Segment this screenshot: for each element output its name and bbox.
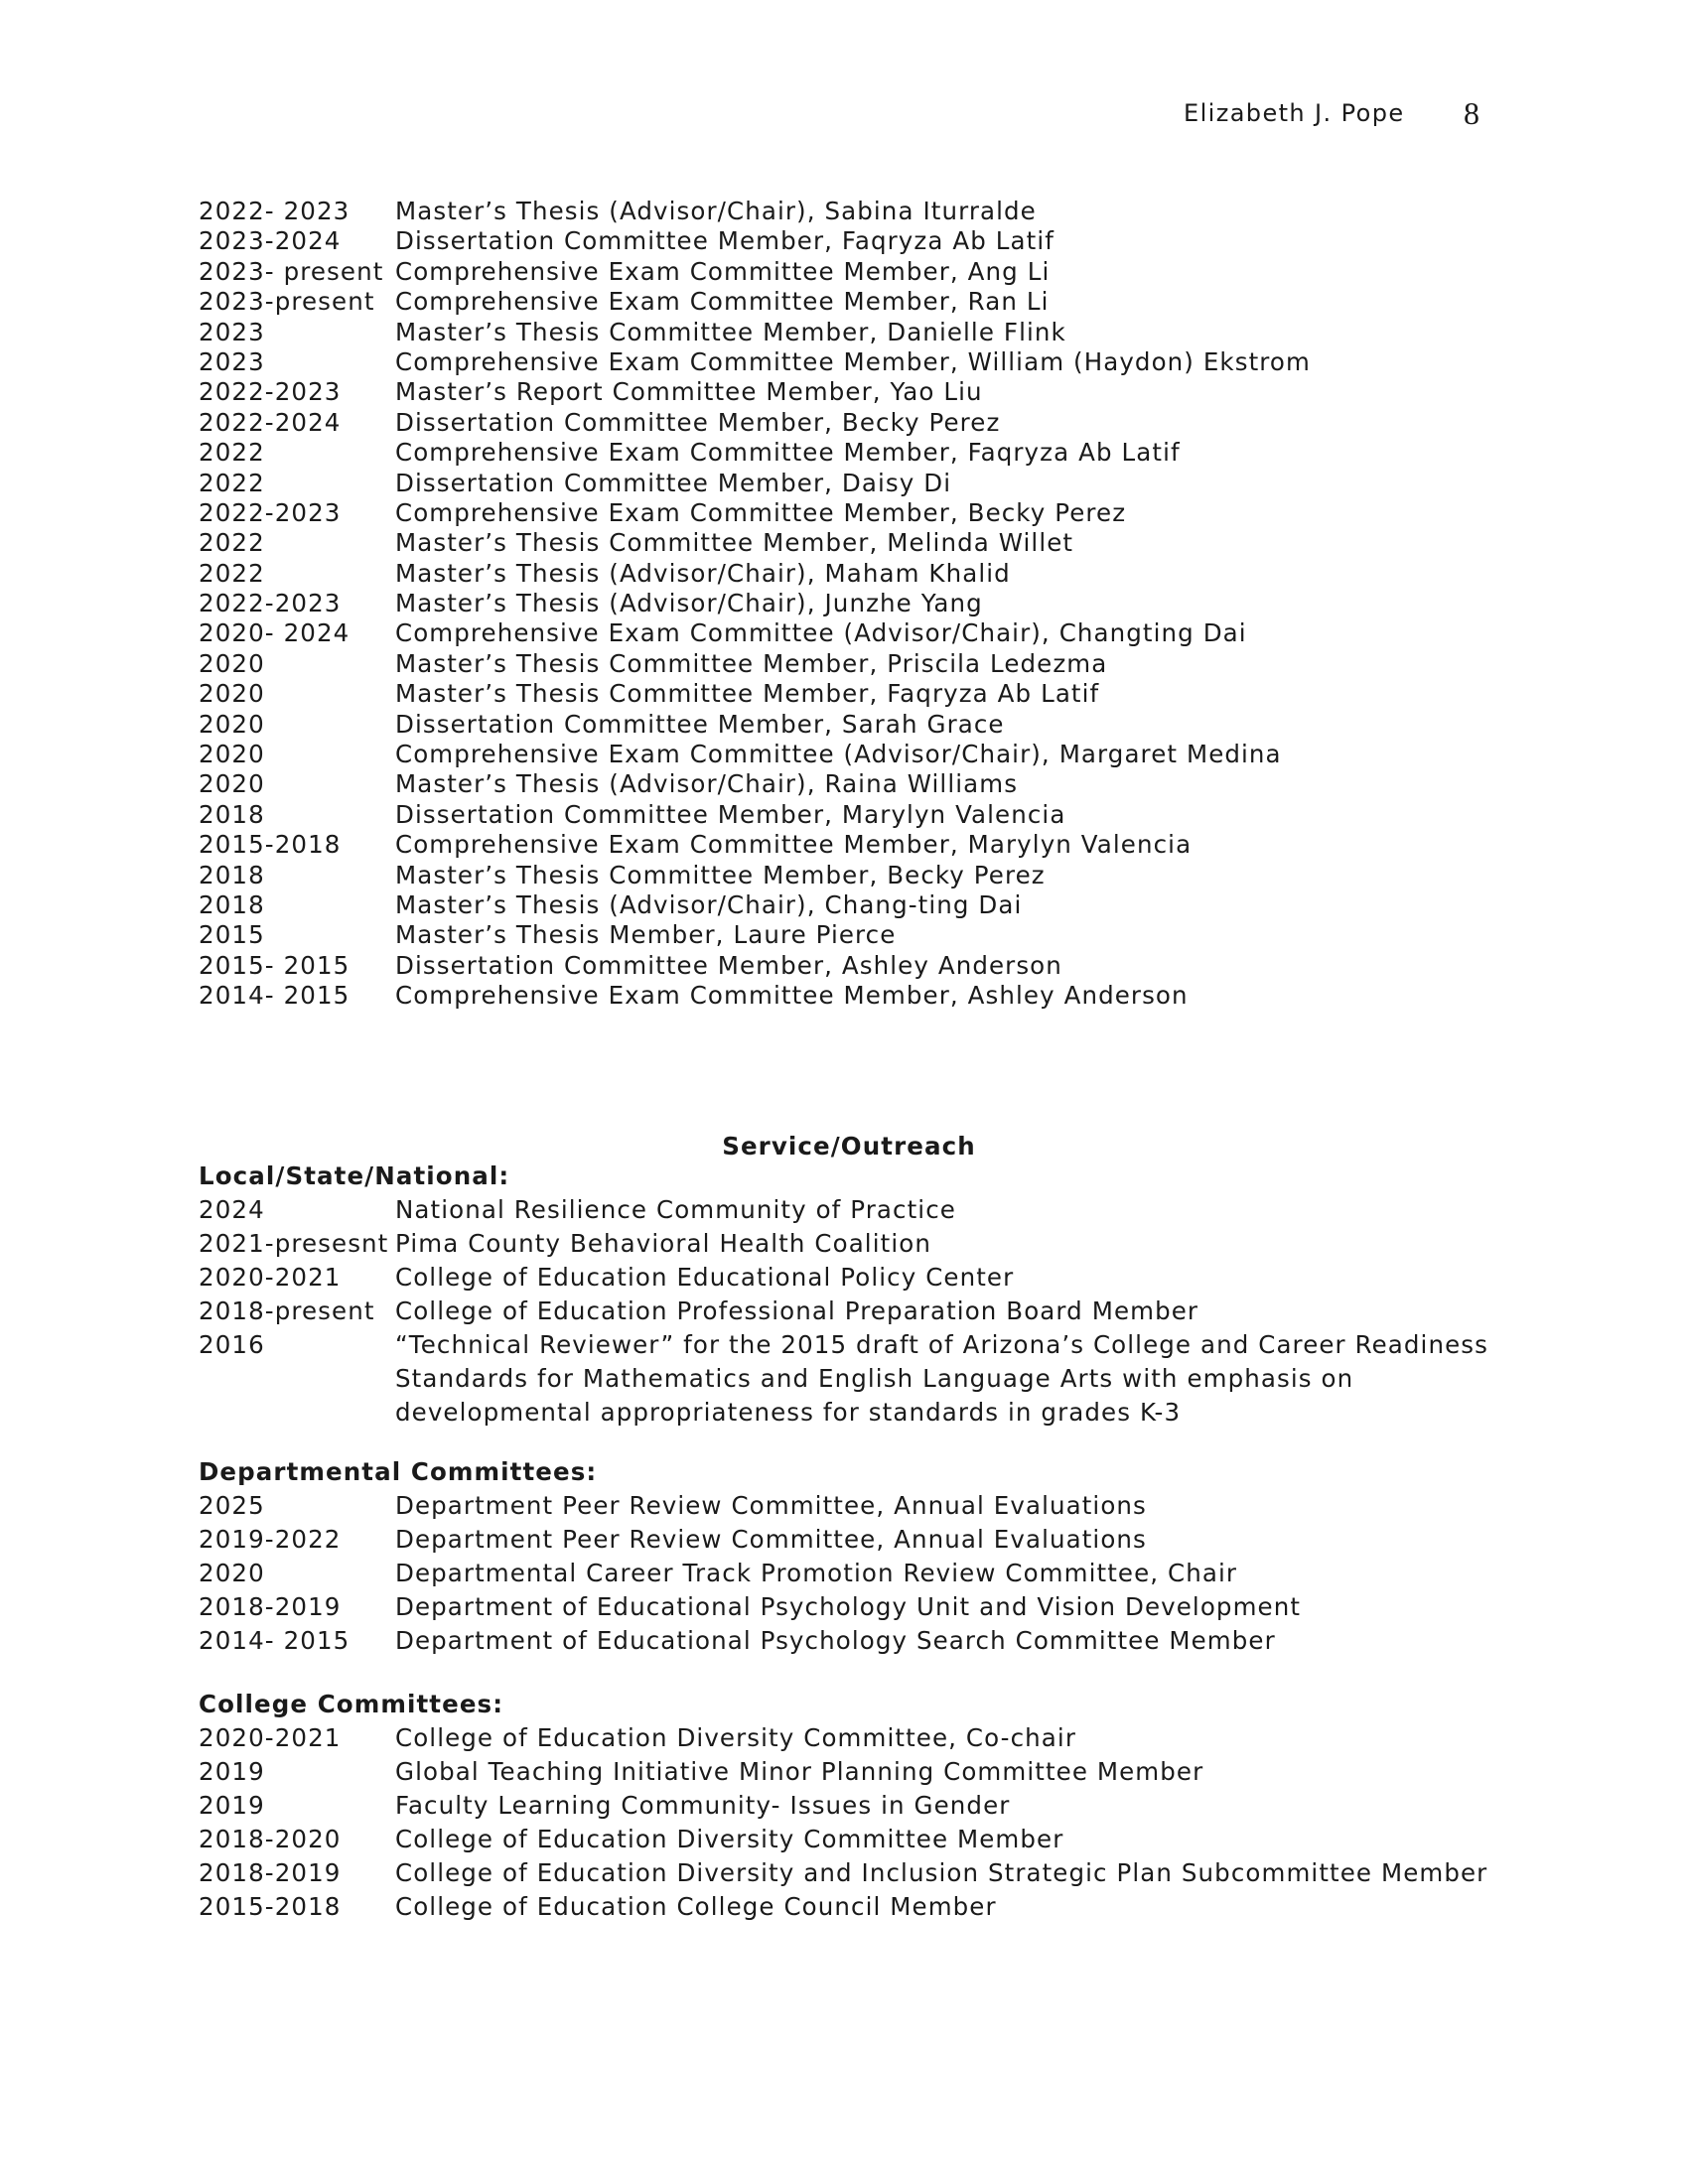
entry-description: College of Education Diversity Committee, Co-chair	[395, 1723, 1076, 1752]
entry-description: Master’s Thesis (Advisor/Chair), Raina Williams	[395, 769, 1019, 799]
entry-description: Master’s Thesis (Advisor/Chair), Maham Khalid	[395, 558, 1011, 588]
entry-description: Master’s Thesis Committee Member, Priscila Ledezma	[395, 648, 1108, 678]
entry-year: 2018-2019	[199, 1592, 342, 1621]
entry-year: 2023	[199, 317, 265, 346]
list-item	[199, 559, 1489, 589]
list-item	[199, 890, 1489, 920]
entry-year: 2014- 2015	[199, 981, 351, 1011]
entry-year: 2023-2024	[199, 226, 342, 256]
entry-description: Master’s Thesis (Advisor/Chair), Chang-ting Dai	[395, 889, 1023, 919]
list-item	[199, 226, 1489, 256]
entry-year: 2025	[199, 1491, 265, 1520]
entry-description: Comprehensive Exam Committee Member, Ashley Anderson	[395, 981, 1189, 1011]
entry-description: Master’s Report Committee Member, Yao Liu	[395, 377, 983, 407]
list-item	[199, 1823, 1489, 1856]
list-item	[199, 1721, 1489, 1755]
entry-year: 2022-2023	[199, 377, 342, 407]
entry-description: College of Education Professional Preparation Board Member	[395, 1297, 1199, 1325]
subheading-local-state-national: Local/State/National:	[199, 1161, 510, 1190]
list-item	[199, 1789, 1489, 1823]
list-item	[199, 469, 1489, 498]
list-item	[199, 318, 1489, 347]
entry-description: Comprehensive Exam Committee (Advisor/Chair), Margaret Medina	[395, 740, 1282, 769]
entry-year: 2015-2018	[199, 830, 342, 860]
list-item	[199, 1557, 1489, 1590]
departmental-committee-list	[199, 1489, 1489, 1658]
list-item	[199, 528, 1489, 558]
entry-description: Dissertation Committee Member, Daisy Di	[395, 468, 952, 497]
entry-description: Comprehensive Exam Committee Member, Faqryza Ab Latif	[395, 438, 1181, 468]
list-item	[199, 408, 1489, 438]
entry-description: Master’s Thesis Committee Member, Faqryza Ab Latif	[395, 679, 1100, 709]
entry-description: Comprehensive Exam Committee (Advisor/Chair), Changting Dai	[395, 618, 1247, 648]
entry-description: Comprehensive Exam Committee Member, Ran Li	[395, 287, 1050, 317]
list-item	[199, 1489, 1489, 1523]
list-item	[199, 861, 1489, 890]
entry-description: Departmental Career Track Promotion Review Committee, Chair	[395, 1559, 1238, 1587]
list-item	[199, 1261, 1489, 1295]
entry-description: College of Education Diversity and Inclusion Strategic Plan Subcommittee Member	[395, 1858, 1488, 1887]
entry-year: 2018	[199, 799, 265, 829]
entry-year: 2020	[199, 709, 265, 739]
subheading-departmental-committees: Departmental Committees:	[199, 1457, 598, 1486]
list-item	[199, 1295, 1489, 1328]
entry-description: Department of Educational Psychology Search Committee Member	[395, 1626, 1276, 1655]
list-item	[199, 498, 1489, 528]
list-item	[199, 618, 1489, 648]
entry-year: 2015- 2015	[199, 950, 351, 980]
entry-description: Dissertation Committee Member, Faqryza Ab Latif	[395, 226, 1055, 256]
list-item	[199, 377, 1489, 407]
entry-description: Comprehensive Exam Committee Member, Ang Li	[395, 256, 1051, 286]
list-item	[199, 710, 1489, 740]
entry-year: 2014- 2015	[199, 1626, 351, 1655]
entry-year: 2018-2019	[199, 1858, 342, 1887]
entry-year: 2019	[199, 1757, 265, 1786]
entry-year: 2015	[199, 920, 265, 950]
entry-description: Dissertation Committee Member, Becky Perez	[395, 407, 1001, 437]
entry-year: 2020	[199, 679, 265, 709]
entry-year: 2022-2023	[199, 497, 342, 527]
page-number: 8	[1464, 95, 1479, 131]
entry-year: 2018	[199, 860, 265, 889]
entry-year: 2019-2022	[199, 1525, 342, 1554]
entry-year: 2022- 2023	[199, 197, 351, 225]
entry-year: 2022-2024	[199, 407, 342, 437]
entry-description: Dissertation Committee Member, Sarah Grace	[395, 709, 1005, 739]
entry-description: Pima County Behavioral Health Coalition	[395, 1229, 931, 1258]
list-item	[199, 1890, 1489, 1924]
entry-description: Comprehensive Exam Committee Member, Marylyn Valencia	[395, 830, 1193, 860]
entry-description: Master’s Thesis Committee Member, Danielle Flink	[395, 317, 1066, 346]
entry-year: 2024	[199, 1195, 265, 1224]
entry-year: 2020	[199, 740, 265, 769]
entry-description: Department Peer Review Committee, Annual Evaluations	[395, 1491, 1147, 1520]
entry-year: 2020	[199, 648, 265, 678]
list-item	[199, 1856, 1489, 1890]
list-item	[199, 920, 1489, 950]
list-item	[199, 1227, 1489, 1261]
entry-year: 2023-present	[199, 287, 375, 317]
entry-year: 2023- present	[199, 256, 384, 286]
entry-year: 2018	[199, 889, 265, 919]
list-item	[199, 981, 1489, 1011]
entry-year: 2019	[199, 1791, 265, 1820]
list-item	[199, 1523, 1489, 1557]
entry-year: 2021-presesnt	[199, 1229, 389, 1258]
header-author-name: Elizabeth J. Pope	[1184, 99, 1405, 127]
entry-year: 2022-2023	[199, 589, 342, 618]
entry-description: National Resilience Community of Practice	[395, 1195, 956, 1224]
list-item	[199, 1193, 1489, 1227]
entry-description: Master’s Thesis (Advisor/Chair), Sabina Iturralde	[395, 197, 1037, 225]
student-committee-list	[199, 197, 1489, 1012]
list-item	[199, 740, 1489, 769]
list-item	[199, 287, 1489, 317]
list-item	[199, 649, 1489, 679]
list-item	[199, 1755, 1489, 1789]
entry-description: College of Education Diversity Committee Member	[395, 1825, 1064, 1853]
list-item	[199, 1328, 1489, 1430]
entry-year: 2018-2020	[199, 1825, 342, 1853]
entry-year: 2022	[199, 468, 265, 497]
entry-description: Master’s Thesis Committee Member, Melinda Willet	[395, 528, 1074, 558]
entry-description: Faculty Learning Community- Issues in Gender	[395, 1791, 1011, 1820]
local-service-list	[199, 1193, 1489, 1430]
entry-description: Dissertation Committee Member, Marylyn Valencia	[395, 799, 1066, 829]
entry-year: 2022	[199, 558, 265, 588]
entry-description: “Technical Reviewer” for the 2015 draft of Arizona’s College and Career Readiness Standards for Mathematics and English Language Arts with emphasis on developmental appropriateness for standards in grades K-3	[395, 1330, 1488, 1427]
list-item	[199, 1590, 1489, 1624]
entry-description: Comprehensive Exam Committee Member, Becky Perez	[395, 497, 1127, 527]
subheading-college-committees: College Committees:	[199, 1690, 504, 1718]
list-item	[199, 197, 1489, 226]
entry-year: 2018-present	[199, 1297, 375, 1325]
entry-year: 2020- 2024	[199, 618, 351, 648]
entry-description: Department Peer Review Committee, Annual Evaluations	[395, 1525, 1147, 1554]
entry-year: 2016	[199, 1330, 265, 1359]
list-item	[199, 830, 1489, 860]
list-item	[199, 800, 1489, 830]
entry-description: Global Teaching Initiative Minor Planning Committee Member	[395, 1757, 1204, 1786]
list-item	[199, 589, 1489, 618]
list-item	[199, 1624, 1489, 1658]
entry-year: 2020	[199, 769, 265, 799]
college-committee-list	[199, 1721, 1489, 1924]
list-item	[199, 438, 1489, 468]
entry-description: Master’s Thesis Committee Member, Becky Perez	[395, 860, 1046, 889]
entry-description: Dissertation Committee Member, Ashley Anderson	[395, 950, 1062, 980]
list-item	[199, 347, 1489, 377]
entry-description: Master’s Thesis (Advisor/Chair), Junzhe Yang	[395, 589, 983, 618]
entry-description: College of Education College Council Member	[395, 1892, 997, 1921]
section-title-service-outreach: Service/Outreach	[722, 1132, 976, 1160]
entry-year: 2023	[199, 346, 265, 376]
list-item	[199, 769, 1489, 799]
list-item	[199, 679, 1489, 709]
entry-description: Comprehensive Exam Committee Member, William (Haydon) Ekstrom	[395, 346, 1311, 376]
list-item	[199, 951, 1489, 981]
entry-description: College of Education Educational Policy Center	[395, 1263, 1015, 1292]
entry-year: 2022	[199, 528, 265, 558]
entry-description: Department of Educational Psychology Unit and Vision Development	[395, 1592, 1302, 1621]
entry-year: 2022	[199, 438, 265, 468]
entry-year: 2020	[199, 1559, 265, 1587]
entry-year: 2015-2018	[199, 1892, 342, 1921]
list-item	[199, 257, 1489, 287]
entry-year: 2020-2021	[199, 1263, 342, 1292]
entry-description: Master’s Thesis Member, Laure Pierce	[395, 920, 897, 950]
entry-year: 2020-2021	[199, 1723, 342, 1752]
